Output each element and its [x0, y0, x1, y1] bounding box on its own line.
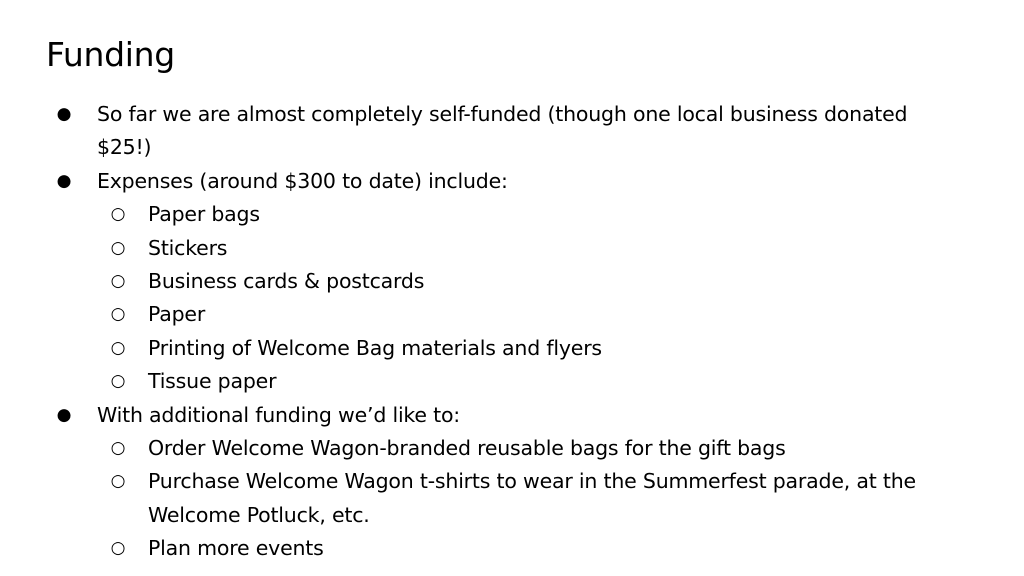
bullet-self-funded	[0, 98, 1024, 131]
sub-bullet-marker: ○	[110, 371, 126, 392]
sub-bullet-marker: ○	[110, 337, 126, 358]
bullet-marker: ●	[56, 104, 72, 124]
sub-bullet-text: Order Welcome Wagon-branded reusable bags for the gift bags	[148, 436, 786, 461]
sub-bullet-text: Plan more events	[148, 536, 324, 561]
sub-bullet-t-shirts	[0, 465, 1024, 498]
bullet-expenses	[0, 165, 1024, 198]
sub-bullet-marker: ○	[110, 204, 126, 225]
sub-bullet-reusable-bags	[0, 432, 1024, 465]
bullet-marker: ●	[56, 404, 72, 425]
bullet-text: So far we are almost completely self-funded (though one local business donated	[97, 102, 908, 126]
bullet-text: Expenses (around $300 to date) include:	[97, 168, 508, 193]
sub-bullet-more-events	[0, 532, 1024, 565]
sub-bullet-marker: ○	[110, 237, 126, 258]
slide-body	[0, 98, 1024, 566]
sub-bullet-marker: ○	[110, 538, 126, 559]
sub-bullet-tissue-paper	[0, 365, 1024, 398]
sub-bullet-t-shirts-continued	[0, 499, 1024, 532]
sub-bullet-text: Tissue paper	[148, 369, 277, 394]
bullet-text: With additional funding we’d like to:	[97, 402, 460, 427]
bullet-marker: ●	[56, 170, 72, 191]
sub-bullet-marker: ○	[110, 471, 126, 492]
sub-bullet-text: Business cards & postcards	[148, 269, 425, 294]
sub-bullet-stickers	[0, 232, 1024, 265]
sub-bullet-paper	[0, 298, 1024, 331]
sub-bullet-marker: ○	[110, 438, 126, 459]
bullet-additional-funding	[0, 399, 1024, 432]
sub-bullet-printing	[0, 332, 1024, 365]
sub-bullet-business-cards	[0, 265, 1024, 298]
sub-bullet-text: Welcome Potluck, etc.	[148, 502, 370, 527]
slide-title: Funding	[46, 35, 175, 74]
sub-bullet-paper-bags	[0, 198, 1024, 231]
sub-bullet-marker: ○	[110, 304, 126, 325]
sub-bullet-text: Paper	[148, 302, 206, 327]
sub-bullet-text: Paper bags	[148, 202, 260, 227]
sub-bullet-marker: ○	[110, 271, 126, 292]
bullet-text: $25!)	[97, 135, 152, 160]
bullet-self-funded-continued	[0, 131, 1024, 164]
sub-bullet-text: Printing of Welcome Bag materials and flyers	[148, 335, 602, 360]
sub-bullet-text: Purchase Welcome Wagon t-shirts to wear in the Summerfest parade, at the	[148, 469, 916, 494]
sub-bullet-text: Stickers	[148, 235, 228, 260]
